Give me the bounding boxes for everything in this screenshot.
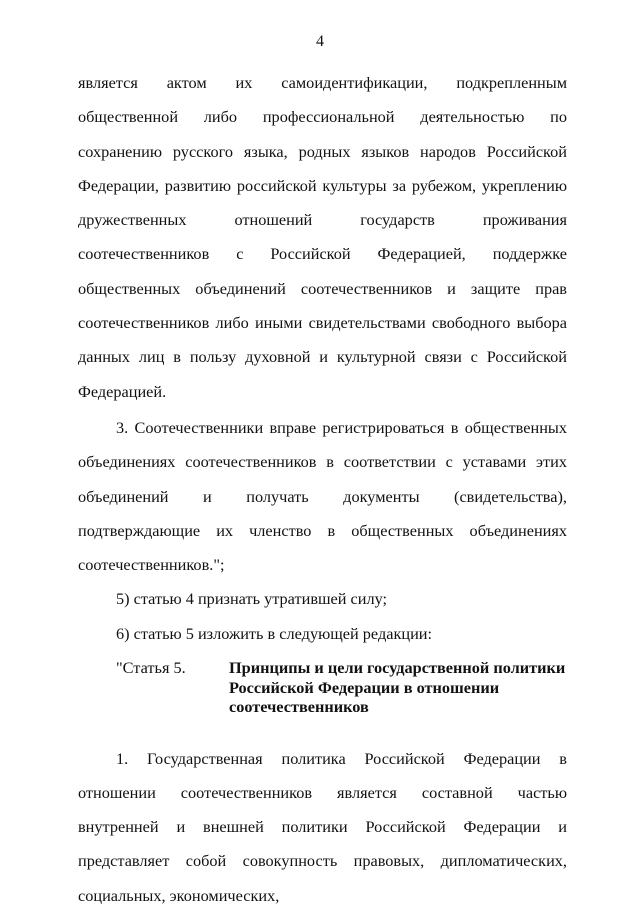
article-title-line-2: Российской Федерации в отношении — [229, 677, 500, 697]
document-body — [78, 66, 567, 913]
article-title — [229, 658, 567, 717]
page-number: 4 — [316, 33, 324, 50]
paragraph-self-identification: является актом их самоидентификации, подкрепленным общественной либо профессиональной деятельностью по сохранению русского языка, родных языков народов Российской Федерации, развитию российской культуры за рубежом, укреплению дружественных отношений государств проживания соотечественников с Российской Федерацией, поддержке общественных объединений соотечественников и защите прав соотечественников либо иными свидетельствами свободного выбора данных лиц в пользу духовной и культурной связи с Российской Федерацией. — [78, 73, 567, 401]
paragraph-article4-repeal: 5) статью 4 признать утратившей силу; — [116, 589, 388, 609]
paragraph-state-policy: 1. Государственная политика Российской Федерации в отношении соотечественников является составной частью внутренней и внешней политики Российской Федерации и представляет собой совокупность правовых, дипломатических, социальных, экономических, — [78, 748, 567, 905]
article-title-line-3: соотечественников — [229, 697, 369, 717]
article-title-line-1: Принципы и цели государственной политики — [229, 658, 566, 678]
paragraph-registration-right: 3. Соотечественники вправе регистрироваться в общественных объединениях соотечественников в соответствии с уставами этих объединений и получать документы (свидетельства), подтверждающие их членство в общественных объединениях соотечественников."; — [78, 417, 567, 575]
article-heading — [78, 658, 567, 717]
paragraph-article5-amend: 6) статью 5 изложить в следующей редакции: — [116, 623, 433, 643]
article-label: "Статья 5. — [116, 658, 186, 678]
